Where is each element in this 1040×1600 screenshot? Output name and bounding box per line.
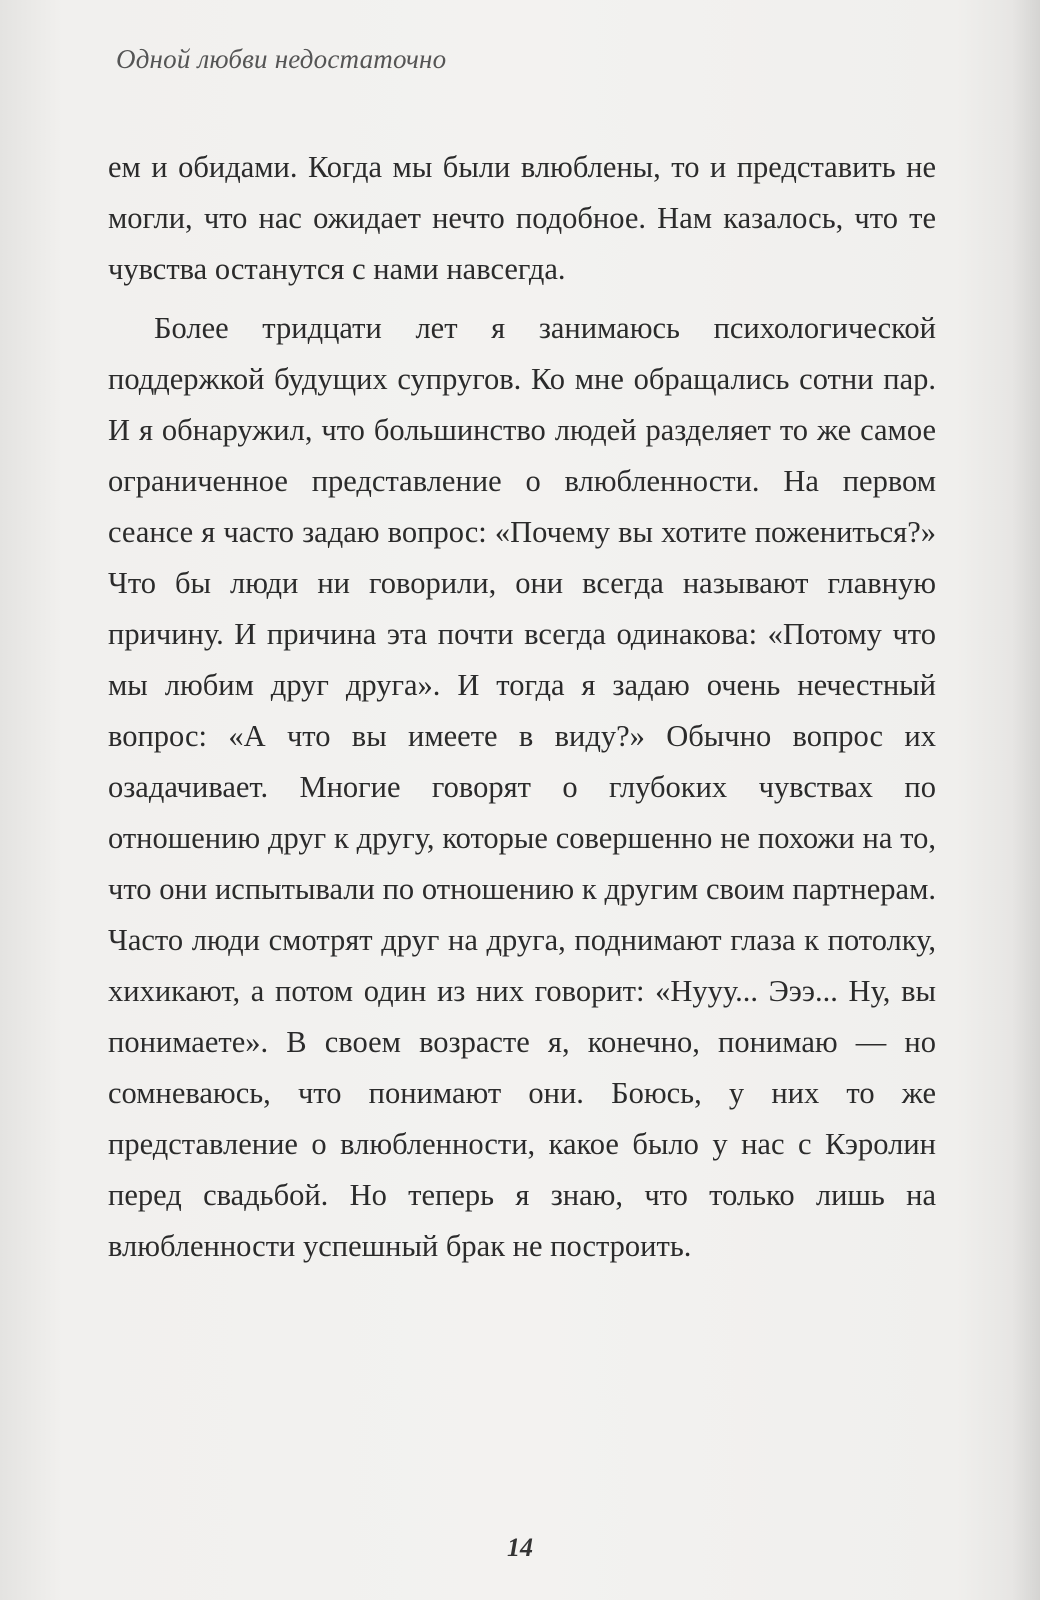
paragraph: Более тридцати лет я занимаюсь психологической поддержкой будущих супругов. Ко мне обращались сотни пар. И я обнаружил, что большинство людей разделяет то же самое ограниченное представление о влюбленности. На первом сеансе я часто задаю вопрос: «Почему вы хотите пожениться?» Что бы люди ни говорили, они всегда называют главную причину. И причина эта почти всегда одинакова: «Потому что мы любим друг друга». И тогда я задаю очень нечестный вопрос: «А что вы имеете в виду?» Обычно вопрос их озадачивает. Многие говорят о глубоких чувствах по отношению друг к другу, которые совершенно не похожи на то, что они испытывали по отношению к другим своим партнерам. Часто люди смотрят друг на друга, поднимают глаза к потолку, хихикают, а потом один из них говорит: «Нууу... Эээ... Ну, вы понимаете». В своем возрасте я, конечно, понимаю — но сомневаюсь, что понимают они. Боюсь, у них то же представление о влюбленности, какое было у нас с Кэролин перед свадьбой. Но теперь я знаю, что только лишь на влюбленности успешный брак не построить. [108,311,936,1263]
paragraph-continued: ем и обидами. Когда мы были влюблены, то и представить не могли, что нас ожидает нечто подобное. Нам казалось, что те чувства останутся с нами навсегда. [108,150,936,286]
page-number: 14 [507,1533,533,1562]
running-head: Одной любви недостаточно [116,44,447,74]
page-edge-shadow [1012,0,1040,1600]
body-text [108,142,936,1272]
